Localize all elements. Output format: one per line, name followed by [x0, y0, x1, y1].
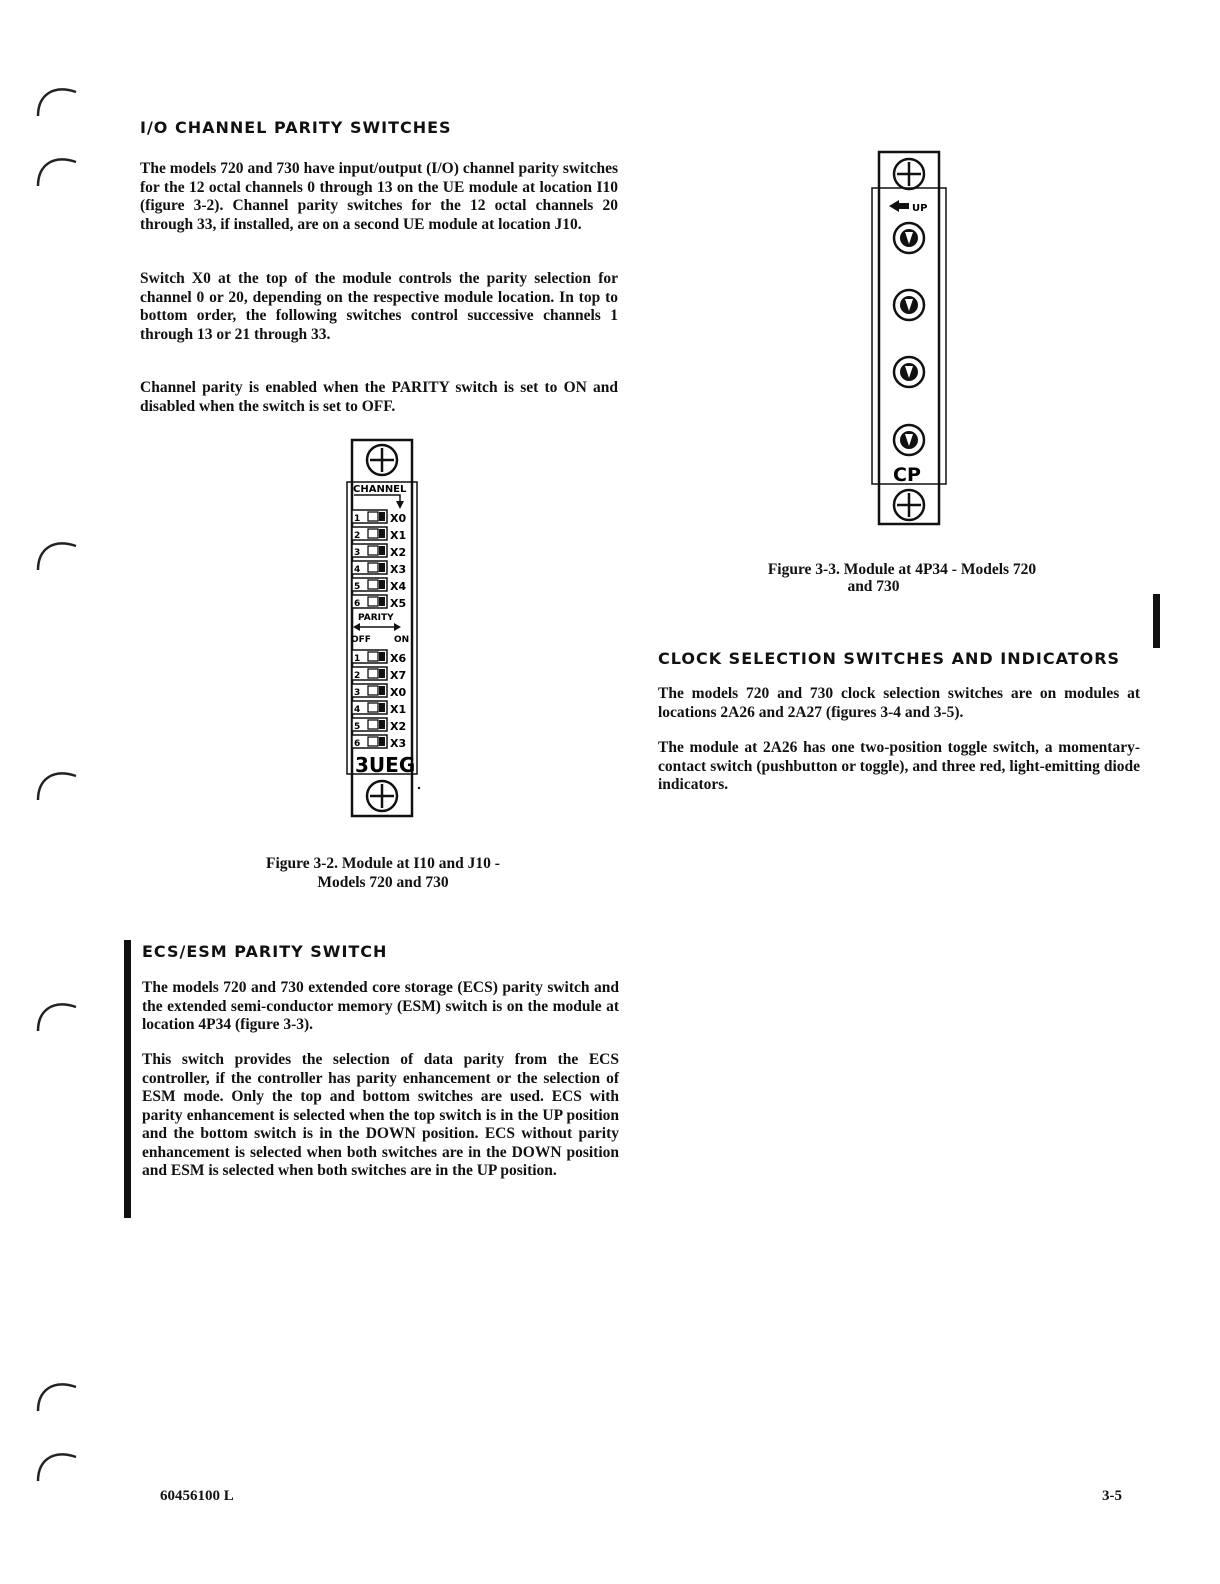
ecs-parity-paragraph-1: The models 720 and 730 extended core storage (ECS) parity switch and the extended semi-conductor memory (ESM) switch is on the module at location 4P34 (figure 3-3).: [142, 979, 619, 1033]
bottom-screw-icon: [894, 490, 924, 520]
switch-number: 1: [354, 654, 361, 664]
top-screw-icon: [894, 159, 924, 189]
switch-label: X0: [390, 512, 407, 525]
dip-switch-x6: [352, 650, 406, 665]
figure-3-3-caption-line-1: Figure 3-3. Module at 4P34 - Models 720: [767, 561, 1037, 578]
switch-label: X0: [390, 686, 407, 699]
switch-label: X6: [390, 652, 407, 665]
toggle-switch-4: [894, 425, 924, 455]
dip-switch-x5: [352, 595, 406, 610]
dip-switch-x3-lower: [352, 735, 406, 750]
dip-switch-x1: [352, 527, 406, 542]
clock-heading: CLOCK SELECTION SWITCHES AND INDICATORS: [658, 649, 1121, 668]
dip-switch-x2-lower: [352, 718, 406, 733]
switch-number: 3: [354, 548, 361, 558]
bottom-screw-icon: [367, 781, 397, 811]
left-arrow-icon: [353, 623, 360, 631]
change-bar: [124, 940, 131, 1218]
switch-label: X3: [390, 563, 407, 576]
binder-hole-mark: [34, 993, 80, 1033]
dip-switch-x4: [352, 578, 406, 593]
document-number: 60456100 L: [160, 1488, 234, 1504]
switch-number: 6: [354, 739, 361, 749]
switch-number: 1: [354, 514, 361, 524]
upper-switch-group: [352, 510, 406, 610]
up-label: UP: [912, 203, 928, 214]
switch-number: 4: [354, 565, 361, 575]
switch-label: X1: [390, 703, 407, 716]
switch-label: X7: [390, 669, 407, 682]
toggle-switch-1: [894, 223, 924, 253]
switch-number: 2: [354, 531, 361, 541]
figure-3-3-caption-line-2: and 730: [847, 578, 900, 595]
clock-paragraph-2: The module at 2A26 has one two-position toggle switch, a momentary-contact switch (pushbutton or toggle), and three red, light-emitting diode indicators.: [658, 739, 1140, 793]
up-arrow-icon: [889, 200, 909, 212]
dip-switch-x7: [352, 667, 406, 682]
switch-label: X2: [390, 546, 407, 559]
switch-number: 2: [354, 671, 361, 681]
change-bar: [1153, 594, 1160, 648]
module-type-label: CP: [893, 464, 921, 486]
switch-label: X2: [390, 720, 407, 733]
switch-number: 5: [354, 722, 361, 732]
switch-number: 6: [354, 599, 361, 609]
toggle-switch-2: [894, 290, 924, 320]
switch-number: 3: [354, 688, 361, 698]
io-parity-paragraph-1: The models 720 and 730 have input/output (I/O) channel parity switches for the 12 octal channels 0 through 13 on the UE module at location I10 (figure 3-2). Channel parity switches for the 12 octal channels 20 through 33, if installed, are on a second UE module at location J10.: [140, 160, 618, 233]
binder-hole-mark: [34, 532, 80, 572]
figure-3-2-module-diagram: [340, 438, 430, 820]
switch-number: 5: [354, 582, 361, 592]
binder-hole-mark: [34, 1443, 80, 1483]
ecs-parity-heading: ECS/ESM PARITY SWITCH: [142, 942, 388, 961]
binder-hole-mark: [34, 762, 80, 802]
lower-switch-group: [352, 650, 406, 750]
switch-label: X4: [390, 580, 407, 593]
toggle-switch-3: [894, 357, 924, 387]
switch-label: X5: [390, 597, 407, 610]
marker-dot: [418, 787, 420, 789]
down-arrow-icon: [396, 501, 404, 509]
clock-paragraph-1: The models 720 and 730 clock selection switches are on modules at locations 2A26 and 2A27 (figures 3-4 and 3-5).: [658, 685, 1140, 721]
binder-hole-mark: [34, 148, 80, 188]
ecs-parity-paragraph-2: This switch provides the selection of data parity from the ECS controller, if the controller has parity enhancement or the selection of ESM mode. Only the top and bottom switches are used. ECS with parity enhancement is selected when the top switch is in the UP position and the bottom switch is in the DOWN position. ECS without parity enhancement is selected when both switches are in the DOWN position and ESM is selected when both switches are in the UP position.: [142, 1051, 619, 1179]
off-label: OFF: [351, 635, 371, 645]
binder-hole-mark: [34, 78, 80, 118]
figure-3-2-caption-line-1: Figure 3-2. Module at I10 and J10 -: [266, 855, 500, 872]
switch-number: 4: [354, 705, 361, 715]
io-parity-paragraph-2: Switch X0 at the top of the module controls the parity selection for channel 0 or 20, depending on the respective module location. In top to bottom order, the following switches control successive channels 1 through 13 or 21 through 33.: [140, 270, 618, 343]
figure-3-2-caption-line-2: Models 720 and 730: [317, 874, 449, 891]
dip-switch-x0: [352, 510, 406, 525]
dip-switch-x0-lower: [352, 684, 406, 699]
page-number: 3-5: [1102, 1488, 1122, 1504]
dip-switch-x3: [352, 561, 406, 576]
io-parity-heading: I/O CHANNEL PARITY SWITCHES: [140, 118, 452, 137]
on-label: ON: [394, 635, 410, 645]
channel-arrow: [354, 495, 400, 504]
binder-hole-mark: [34, 1373, 80, 1413]
parity-label: PARITY: [358, 613, 394, 623]
dip-switch-x1-lower: [352, 701, 406, 716]
channel-label: CHANNEL: [353, 484, 407, 495]
right-arrow-icon: [394, 623, 401, 631]
top-screw-icon: [367, 445, 397, 475]
figure-3-3-module-diagram: [865, 148, 955, 530]
switch-label: X1: [390, 529, 407, 542]
dip-switch-x2: [352, 544, 406, 559]
io-parity-paragraph-3: Channel parity is enabled when the PARITY switch is set to ON and disabled when the switch is set to OFF.: [140, 379, 618, 415]
switch-label: X3: [390, 737, 407, 750]
module-type-label: 3UEG: [355, 753, 416, 777]
